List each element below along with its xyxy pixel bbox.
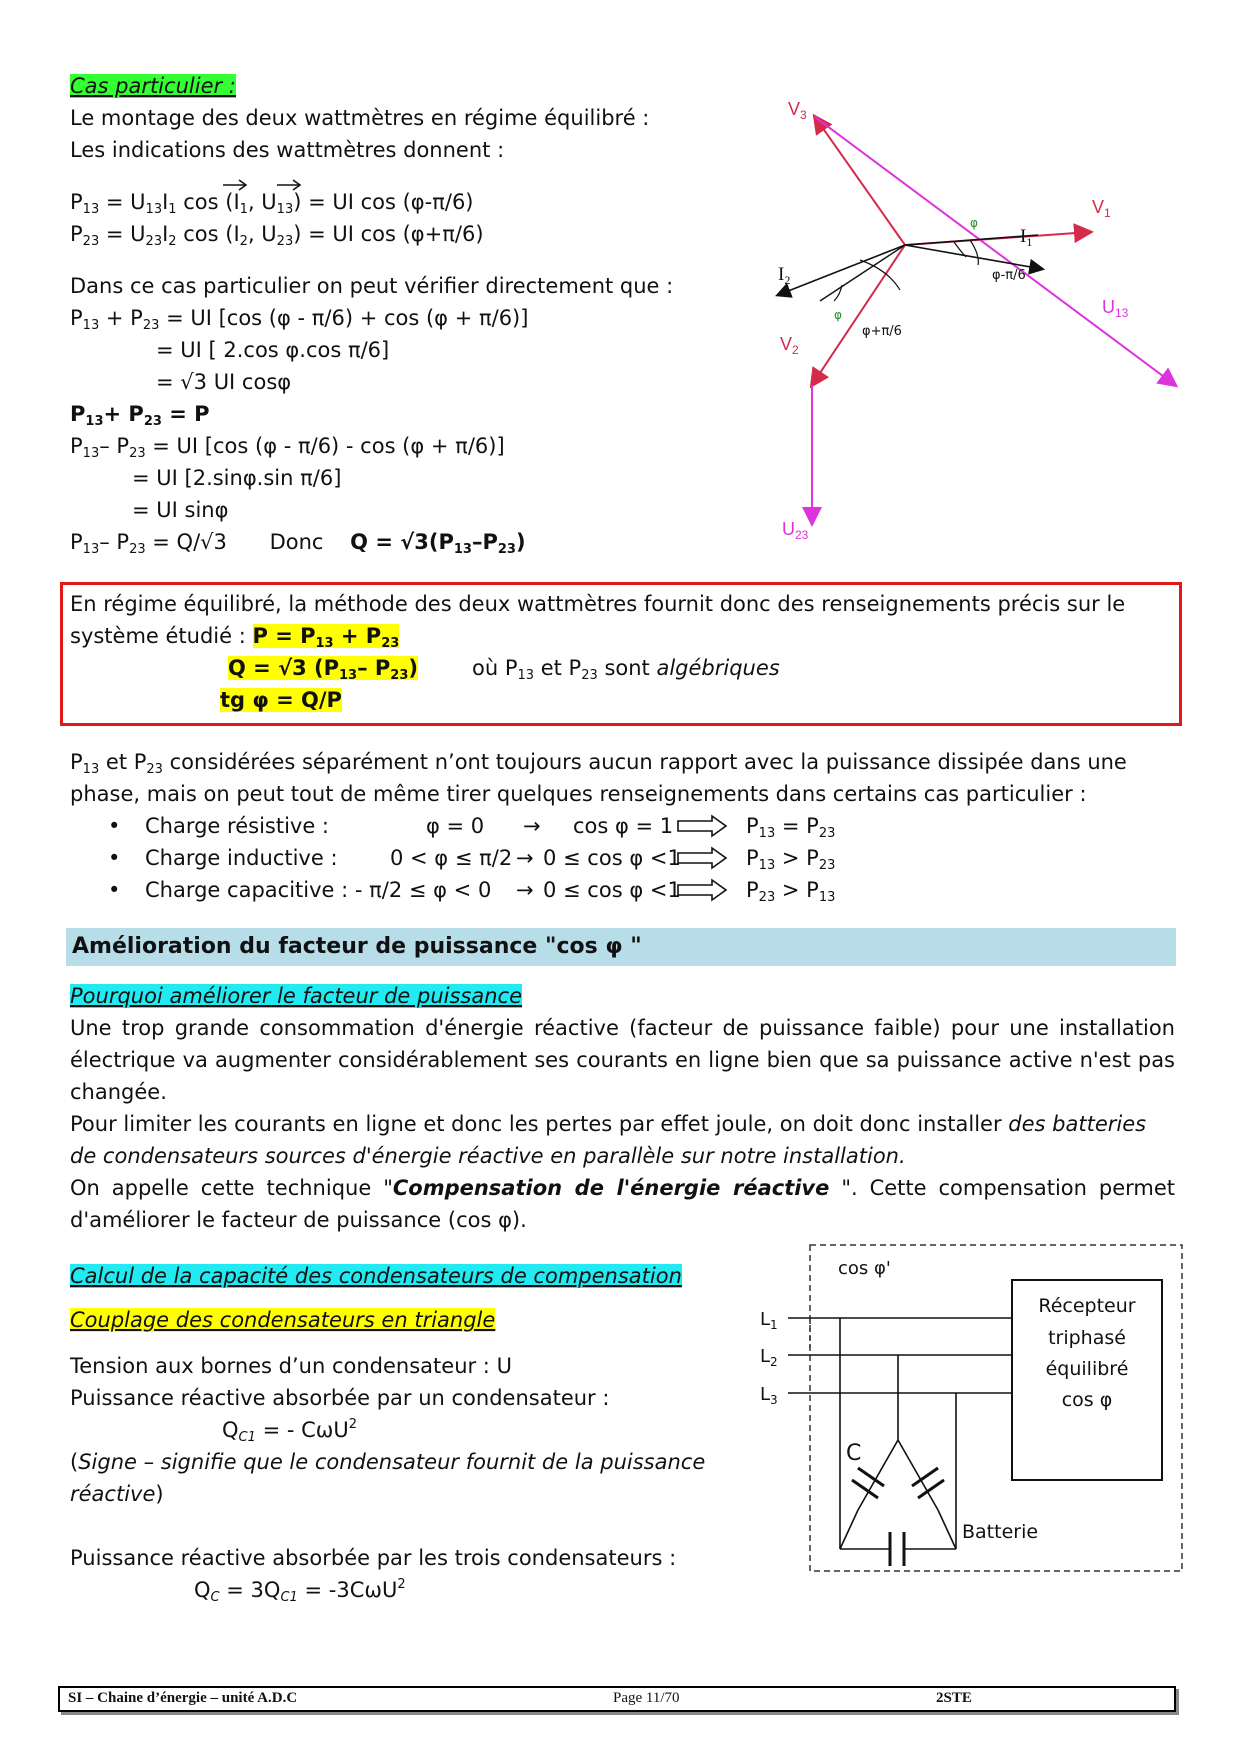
- section-title-cas-particulier: Cas particulier :: [70, 74, 236, 98]
- formula-sum: $P_{13} + P_{23}$ = UI [cos (φ - π/6) + cos (φ + π/6)]: [70, 306, 529, 333]
- formula-diff-3: = UI sinφ: [132, 498, 229, 522]
- box-line-2: système étudié : $P = P_{13} + P_{23}$: [70, 624, 400, 651]
- text-line: On appelle cette technique "Compensation de l'énergie réactive ". Cette compensation permet: [70, 1176, 1176, 1200]
- list-item-arrow: →: [523, 814, 541, 838]
- formula-sum-3: = √3 UI cosφ: [156, 370, 292, 394]
- list-item-cond: 0 < φ ≤ π/2: [390, 846, 513, 870]
- section-title-amelioration: Amélioration du facteur de puissance "cos φ ": [72, 934, 642, 959]
- text-line: (Signe – signifie que le condensateur fournit de la puissance: [70, 1450, 706, 1474]
- u13-vector: [815, 117, 1175, 385]
- box-line-3: Q = √3 ($P_{13}-$ $P_{23}$): [228, 656, 418, 683]
- footer-page: Page 11/70: [613, 1690, 680, 1706]
- u23-label: $U_{23}$: [782, 519, 809, 542]
- phi-minus-label: φ-π/6: [992, 268, 1026, 283]
- battery-label: Batterie: [962, 1521, 1039, 1543]
- cos-phi-prime-label: cos φ': [838, 1258, 891, 1279]
- list-item-arrow: →: [516, 878, 534, 902]
- receiver-label-2: triphasé: [1048, 1327, 1126, 1349]
- formula-p13: $P_{13} = U_{13}I_1$ $\cos (I_1$, $U_{13}$) = UI cos (φ-π/6): [70, 190, 474, 217]
- l3-label: $L_3$: [760, 1384, 778, 1407]
- i1-vector: [905, 235, 1038, 245]
- list-item-result: $P_{13} > P_{23}$: [746, 846, 836, 873]
- compensation-circuit-diagram: [748, 1240, 1188, 1580]
- text-line: électrique va augmenter considérablement ses courants en ligne bien que sa puissance active n'est pas: [70, 1048, 1175, 1072]
- text-line: Le montage des deux wattmètres en régime équilibré :: [70, 106, 650, 130]
- bullet: •: [108, 814, 121, 838]
- text-line: Puissance réactive absorbée par les trois condensateurs :: [70, 1546, 677, 1570]
- page-footer: [58, 1686, 1176, 1712]
- subtitle-couplage: Couplage des condensateurs en triangle: [70, 1308, 496, 1332]
- formula-qc: $Q_C = 3Q_{C1} = -3C\omega U^2$: [194, 1577, 406, 1605]
- text-line: Dans ce cas particulier on peut vérifier directement que :: [70, 274, 674, 298]
- subtitle-pourquoi: Pourquoi améliorer le facteur de puissance: [70, 984, 523, 1008]
- capacitor-label: C: [846, 1441, 862, 1466]
- phi-label: φ: [970, 216, 978, 230]
- box-line-1: En régime équilibré, la méthode des deux wattmètres fournit donc des renseignements précis sur le: [70, 592, 1126, 616]
- text-line: Puissance réactive absorbée par un condensateur :: [70, 1386, 610, 1410]
- formula-q: $P_{13}-$ $P_{23} = Q/√3$ Donc $Q = √3(P_{13}-P_{23})$: [70, 530, 526, 557]
- list-item-cond: φ = 0: [426, 814, 485, 838]
- formula-diff-2: = UI [2.sinφ.sin π/6]: [132, 466, 342, 490]
- receiver-label-3: équilibré: [1045, 1358, 1129, 1380]
- list-item-cos: 0 ≤ cos φ <1: [543, 846, 681, 870]
- text-line: $P_{13}$ et $P_{23}$ considérées séparément n’ont toujours aucun rapport avec la puissance dissipée dans une: [70, 750, 1127, 777]
- footer-right: 2STE: [936, 1690, 972, 1706]
- box-line-3-note: où $P_{13}$ et $P_{23}$ sont algébriques: [472, 656, 780, 683]
- u13-label: $U_{13}$: [1102, 297, 1129, 320]
- i1-arrow: [905, 245, 1042, 269]
- text-line: Pour limiter les courants en ligne et donc les pertes par effet joule, on doit donc installer des batteries: [70, 1112, 1147, 1136]
- l2-label: $L_2$: [760, 1346, 778, 1369]
- list-item-arrow: →: [516, 846, 534, 870]
- v1-label: $V_1$: [1092, 197, 1111, 220]
- text-line: changée.: [70, 1080, 167, 1104]
- formula-sum-result: $P_{13}+ P_{23} = P$: [70, 402, 210, 429]
- text-line: de condensateurs sources d'énergie réactive en parallèle sur notre installation.: [70, 1144, 906, 1168]
- formula-p23: $P_{23} = U_{23}I_2$ $\cos (I_2$, $U_{23}$) = UI cos (φ+π/6): [70, 222, 484, 249]
- list-item-label: Charge résistive :: [145, 814, 330, 838]
- list-item-label: Charge inductive :: [145, 846, 338, 870]
- text-line: Tension aux bornes d’un condensateur : U: [70, 1354, 512, 1378]
- text-line: réactive): [70, 1482, 164, 1506]
- list-item-cos: cos φ = 1: [573, 814, 674, 838]
- text-line: Les indications des wattmètres donnent :: [70, 138, 505, 162]
- list-item-cos: 0 ≤ cos φ <1: [543, 878, 681, 902]
- text-line: phase, mais on peut tout de même tirer quelques renseignements dans certains cas particulier :: [70, 782, 1087, 806]
- phi-plus-label: φ+π/6: [862, 324, 902, 339]
- formula-diff: $P_{13}-$ $P_{23}$ = UI [cos (φ - π/6) - cos (φ + π/6)]: [70, 434, 505, 461]
- list-item-result: $P_{23} > P_{13}$: [746, 878, 836, 905]
- bullet: •: [108, 878, 121, 902]
- i2-label: $I_2$: [778, 264, 791, 287]
- v2-vector: [812, 245, 905, 385]
- formula-sum-2: = UI [ 2.cos φ.cos π/6]: [156, 338, 390, 362]
- list-item-label: Charge capacitive : - π/2 ≤ φ < 0: [145, 878, 492, 902]
- receiver-label-1: Récepteur: [1038, 1295, 1136, 1317]
- v3-vector: [815, 117, 905, 245]
- text-line: Une trop grande consommation d'énergie réactive (facteur de puissance faible) pour une installation: [70, 1016, 1175, 1040]
- v2-label: $V_2$: [780, 334, 799, 357]
- receiver-label-4: cos φ: [1061, 1389, 1113, 1411]
- vector-arrows-icon: [215, 175, 305, 195]
- l1-label: $L_1$: [760, 1309, 778, 1332]
- v3-label: $V_3$: [788, 99, 807, 122]
- text-line: d'améliorer le facteur de puissance (cos φ).: [70, 1208, 527, 1232]
- footer-left: SI – Chaine d’énergie – unité A.D.C: [68, 1690, 298, 1706]
- implies-arrows-icon: [676, 814, 728, 904]
- phi-label-2: φ: [834, 308, 842, 322]
- box-line-4: tg φ = Q/P: [220, 688, 342, 712]
- i1-label: $I_1$: [1020, 226, 1033, 249]
- list-item-result: $P_{13} = P_{23}$: [746, 814, 836, 841]
- phasor-diagram: [770, 95, 1180, 555]
- bullet: •: [108, 846, 121, 870]
- formula-qc1: $Q_{C1}$ = - CωU$^2$: [222, 1417, 357, 1445]
- subtitle-calcul: Calcul de la capacité des condensateurs de compensation: [70, 1264, 682, 1288]
